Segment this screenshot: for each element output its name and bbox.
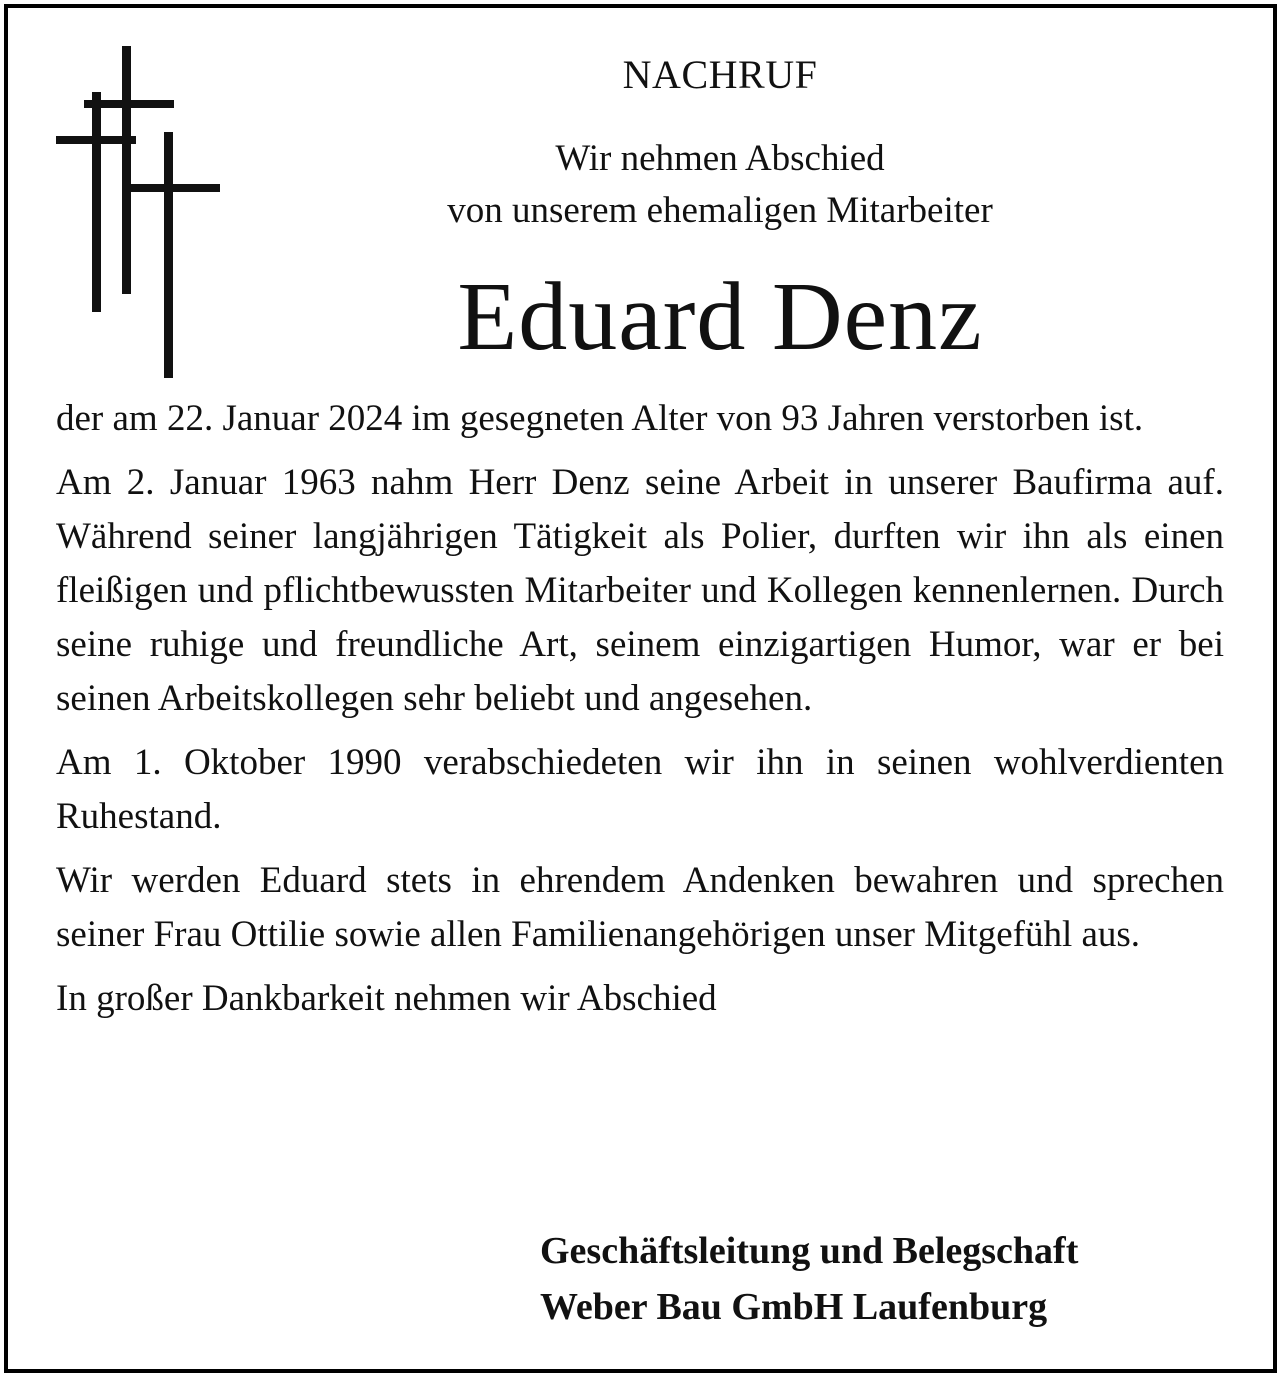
closing-line: In großer Dankbarkeit nehmen wir Abschied	[56, 978, 717, 1019]
body-paragraph: der am 22. Januar 2024 im gesegneten Alter von 93 Jahren verstorben ist.	[56, 398, 1144, 439]
deceased-name: Eduard Denz	[457, 263, 983, 371]
notice-title: NACHRUF	[622, 52, 818, 97]
body-paragraph: Am 2. Januar 1963 nahm Herr Denz seine Arbeit in unserer Baufirma auf. Während seiner langjährigen Tätigkeit als Polier, durften wir ihn als einen fleißigen und pflichtbewussten Mitarbeiter und Kollegen kennenlernen. Durch seine ruhige und freundliche Art, seinem einzigartigen Humor, war er bei seinen Arbeitskollegen sehr beliebt und angesehen.	[56, 462, 1224, 719]
notice-intro	[300, 133, 1140, 237]
signature-block	[540, 1223, 1240, 1335]
intro-line: von unserem ehemaligen Mitarbeiter	[447, 190, 993, 231]
notice-body	[56, 392, 1224, 1036]
body-paragraph: Wir werden Eduard stets in ehrendem Andenken bewahren und sprechen seiner Frau Ottilie sowie allen Familienangehörigen unser Mitgefühl aus.	[56, 860, 1224, 955]
signature-line: Geschäftsleitung und Belegschaft	[540, 1230, 1079, 1272]
intro-line: Wir nehmen Abschied	[555, 138, 885, 179]
three-crosses-icon	[52, 42, 224, 384]
body-paragraph: Am 1. Oktober 1990 verabschiedeten wir ihn in seinen wohlverdienten Ruhestand.	[56, 742, 1224, 837]
company-name: Weber Bau GmbH Laufenburg	[540, 1286, 1048, 1328]
